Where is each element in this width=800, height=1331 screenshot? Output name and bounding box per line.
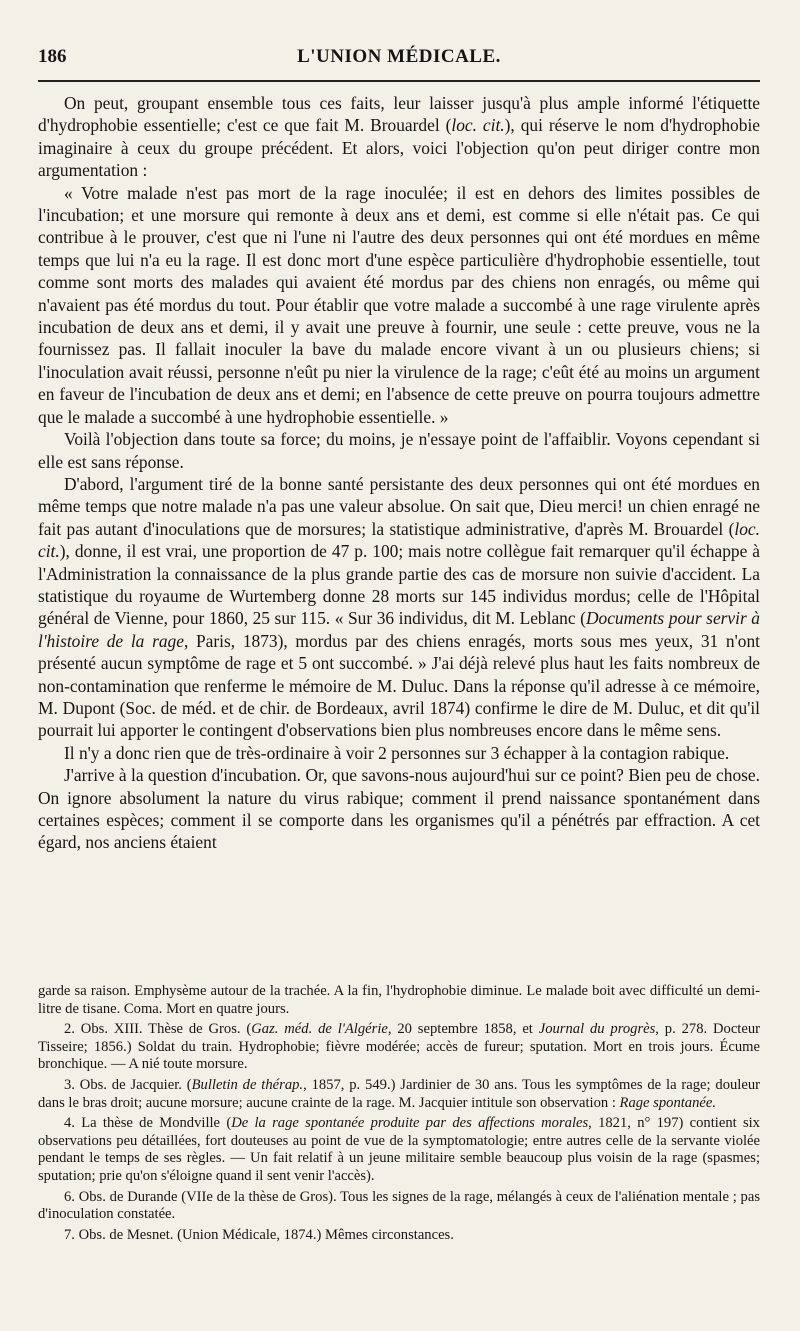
footnote: 6. Obs. de Durande (VIIe de la thèse de Gros). Tous les signes de la rage, mélangés à ceux de l'aliénation mentale ; pas d'inoculation constatée.	[38, 1188, 760, 1223]
page-number: 186	[38, 46, 67, 67]
italic-text: Documents pour servir à l'histoire de la rage	[38, 608, 760, 651]
body-paragraph: On peut, groupant ensemble tous ces faits, leur laisser jusqu'à plus ample informé l'étiquette d'hydrophobie essentielle; c'est ce que fait M. Brouardel (loc. cit.), qui réserve le nom d'hydrophobie imaginaire à ceux du groupe précédent. Et alors, voici l'objection qu'on peut diriger contre mon argumentation :	[38, 93, 761, 181]
main-text	[38, 92, 760, 854]
footnote: 2. Obs. XIII. Thèse de Gros. (Gaz. méd. de l'Algérie, 20 septembre 1858, et Journal du progrès, p. 278. Docteur Tisseire; 1856.) Soldat du train. Hydrophobie; fièvre modérée; accès de fureur; sputation. Mort en trois jours. Écume bronchique. — A nié toute morsure.	[38, 1021, 760, 1073]
footnotes	[38, 983, 760, 1247]
body-paragraph: Il n'y a donc rien que de très-ordinaire à voir 2 personnes sur 3 échapper à la contagion rabique.	[64, 742, 730, 763]
italic-text: Bulletin de thérap.	[191, 1076, 304, 1093]
running-title: L'UNION MÉDICALE.	[297, 46, 501, 67]
footnote: 4. La thèse de Mondville (De la rage spontanée produite par des affections morales, 1821, n° 197) contient six observations peu détaillées, fort douteuses au point de vue de la symptomatologie; entre autres celle de la servante violée pendant le temps de ses règles. — Un fait relatif à un jeune militaire semble beaucoup plus voisin de la rage (spasmes; sputation; prie qu'on s'éloigne quand il sent venir l'accès).	[38, 1115, 760, 1184]
italic-text: Gaz. méd. de l'Algérie	[251, 1021, 388, 1038]
header-rule	[38, 80, 760, 82]
footnote: garde sa raison. Emphysème autour de la trachée. A la fin, l'hydrophobie diminue. Le malade boit avec difficulté un demi-litre de tisane. Coma. Mort en quatre jours.	[38, 983, 760, 1017]
italic-text: De la rage spontanée produite par des affections morales	[231, 1115, 589, 1132]
page-header	[38, 46, 760, 72]
italic-text: Rage spontanée.	[619, 1094, 716, 1111]
footnote: 7. Obs. de Mesnet. (Union Médicale, 1874.) Mêmes circonstances.	[64, 1226, 454, 1243]
italic-text: Journal du progrès	[538, 1021, 656, 1038]
italic-text: loc. cit.	[38, 518, 760, 562]
body-paragraph: D'abord, l'argument tiré de la bonne santé persistante des deux personnes qui ont été mordues en même temps que notre malade n'a pas une valeur absolue. On sait que, Dieu merci! un chien enragé ne fait pas autant d'inoculations que de morsures; la statistique administrative, d'après M. Brouardel (loc. cit.), donne, il est vrai, une proportion de 47 p. 100; mais notre collègue fait remarquer qu'il échappe à l'Administration la connaissance de la plus grande partie des cas de morsure non suivie d'accident. La statistique du royaume de Wurtemberg donne 28 morts sur 145 individus mordus; celle de l'Hôpital général de Vienne, pour 1860, 25 sur 115. « Sur 36 individus, dit M. Leblanc (Documents pour servir à l'histoire de la rage, Paris, 1873), mordus par des chiens enragés, morts sous mes yeux, 31 n'ont présenté aucun symptôme de rage et 5 ont succombé. » J'ai déjà relevé plus haut les faits nombreux de non-contamination que renferme le mémoire de M. Duluc. Dans la réponse qu'il adresse à ce mémoire, M. Dupont (Soc. de méd. et de chir. de Bordeaux, avril 1874) confirme le dire de M. Duluc, et dit qu'il pourrait lui apporter le contingent d'observations bien plus nombreuses encore dans le même sens.	[38, 473, 760, 741]
body-paragraph: « Votre malade n'est pas mort de la rage inoculée; il est en dehors des limites possibles de l'incubation; et une morsure qui remonte à deux ans et demi, est comme si elle n'était pas. Ce qui contribue à le prouver, c'est que ni l'une ni l'autre des deux personnes qui ont été mordues en même temps que lui n'a eu la rage. Il est donc mort d'une espèce particulière d'hydrophobie essentielle, tout comme sont morts des malades qui avaient été mordus par des chiens non enragés, ou même qui n'avaient pas été mordus du tout. Pour établir que votre malade a succombé à une rage virulente après incubation de deux ans et demi, il y avait une preuve à fournir, une seule : cette preuve, vous ne la fournissez pas. Il fallait inoculer la bave du malade encore vivant à un ou plusieurs chiens; si l'inoculation avait réussi, personne n'eût pu nier la virulence de la rage; c'eût été au moins un argument en faveur de l'incubation de deux ans et demi; en l'absence de cette preuve on pourra toujours admettre que le malade a succombé à une hydrophobie essentielle. »	[38, 182, 760, 427]
italic-text: loc. cit.	[451, 115, 505, 136]
body-paragraph: J'arrive à la question d'incubation. Or, que savons-nous aujourd'hui sur ce point? Bien peu de chose. On ignore absolument la nature du virus rabique; comment il prend naissance spontanément dans certaines espèces; comment il se comporte dans les organismes qu'il a pénétrés par effraction. A cet égard, nos anciens étaient	[38, 765, 760, 853]
body-paragraph: Voilà l'objection dans toute sa force; du moins, je n'essaye point de l'affaiblir. Voyons cependant si elle est sans réponse.	[38, 429, 760, 472]
footnote: 3. Obs. de Jacquier. (Bulletin de thérap., 1857, p. 549.) Jardinier de 30 ans. Tous les symptômes de la rage; douleur dans le bras droit; aucune morsure; aucune crainte de la rage. M. Jacquier intitule son observation : Rage spontanée.	[38, 1076, 760, 1111]
